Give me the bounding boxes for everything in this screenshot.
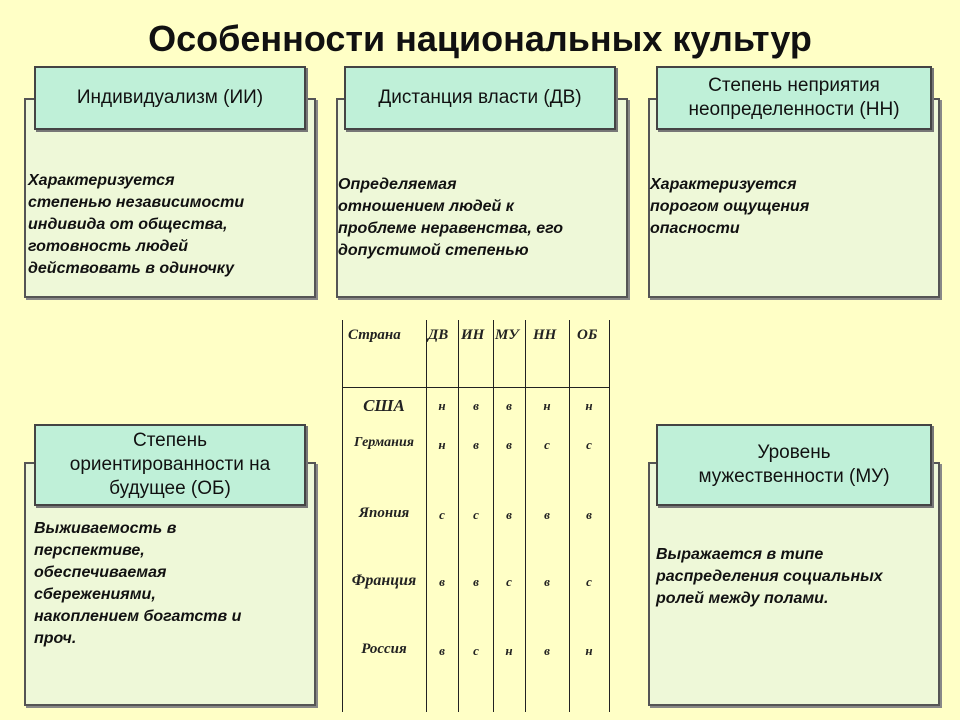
table-cell: с <box>586 437 592 452</box>
table-cell: н <box>543 398 551 413</box>
card-individualism-heading: Индивидуализм (ИИ) <box>34 66 306 130</box>
table-row-country: США <box>363 396 405 415</box>
table-row-country: Россия <box>361 641 407 657</box>
table-cell: с <box>473 643 479 658</box>
table-cell: в <box>506 398 512 413</box>
table-cell: в <box>473 437 479 452</box>
table-header-in: ИН <box>461 327 485 343</box>
table-row-country: Франция <box>351 572 417 589</box>
table-cell: в <box>473 398 479 413</box>
country-table <box>342 320 610 712</box>
table-cell: с <box>544 437 550 452</box>
table-header-nn: НН <box>533 327 557 343</box>
table-cell: в <box>439 574 445 589</box>
page-title: Особенности национальных культур <box>148 18 812 59</box>
card-individualism-text: Характеризуется степенью независимости индивида от общества, готовность людей действовать в одиночку <box>28 172 245 277</box>
table-divider <box>458 320 459 712</box>
table-border-right <box>609 320 610 712</box>
card-power-distance-text: Определяемая отношением людей к проблеме неравенства, его допустимой степенью <box>338 176 564 259</box>
card-orientation-text: Выживаемость в перспективе, обеспечиваемая сбережениями, накоплением богатств и проч. <box>34 520 242 647</box>
card-power-distance-heading: Дистанция власти (ДВ) <box>344 66 616 130</box>
table-header-dv: ДВ <box>428 327 449 343</box>
table-cell: н <box>585 398 593 413</box>
table-cell: в <box>506 507 512 522</box>
table-divider <box>569 320 570 712</box>
table-cell: н <box>438 398 446 413</box>
table-header-line <box>342 387 610 388</box>
card-orientation-heading: Степень ориентированности на будущее (ОБ) <box>34 424 306 506</box>
table-divider <box>525 320 526 712</box>
table-cell: в <box>544 574 550 589</box>
table-header-ob: ОБ <box>577 327 598 343</box>
table-cell: с <box>586 574 592 589</box>
card-masculinity-text: Выражается в типе распределения социальных ролей между полами. <box>656 546 883 607</box>
table-header-mu: МУ <box>495 327 519 343</box>
table-divider <box>493 320 494 712</box>
table-divider <box>426 320 427 712</box>
table-cell: в <box>473 574 479 589</box>
table-cell: в <box>544 507 550 522</box>
table-cell: с <box>439 507 445 522</box>
card-masculinity-heading: Уровень мужественности (МУ) <box>656 424 932 506</box>
card-uncertainty-text: Характеризуется порогом ощущения опасности <box>650 176 810 237</box>
card-uncertainty-heading: Степень неприятия неопределенности (НН) <box>656 66 932 130</box>
table-cell: н <box>505 643 513 658</box>
table-row-country: Япония <box>358 505 410 521</box>
table-cell: в <box>544 643 550 658</box>
table-cell: в <box>439 643 445 658</box>
table-cell: в <box>506 437 512 452</box>
table-cell: в <box>586 507 592 522</box>
table-cell: с <box>473 507 479 522</box>
table-cell: н <box>438 437 446 452</box>
table-cell: с <box>506 574 512 589</box>
table-header-country: Страна <box>348 327 401 343</box>
table-row-country: Германия <box>354 435 414 450</box>
table-cell: н <box>585 643 593 658</box>
